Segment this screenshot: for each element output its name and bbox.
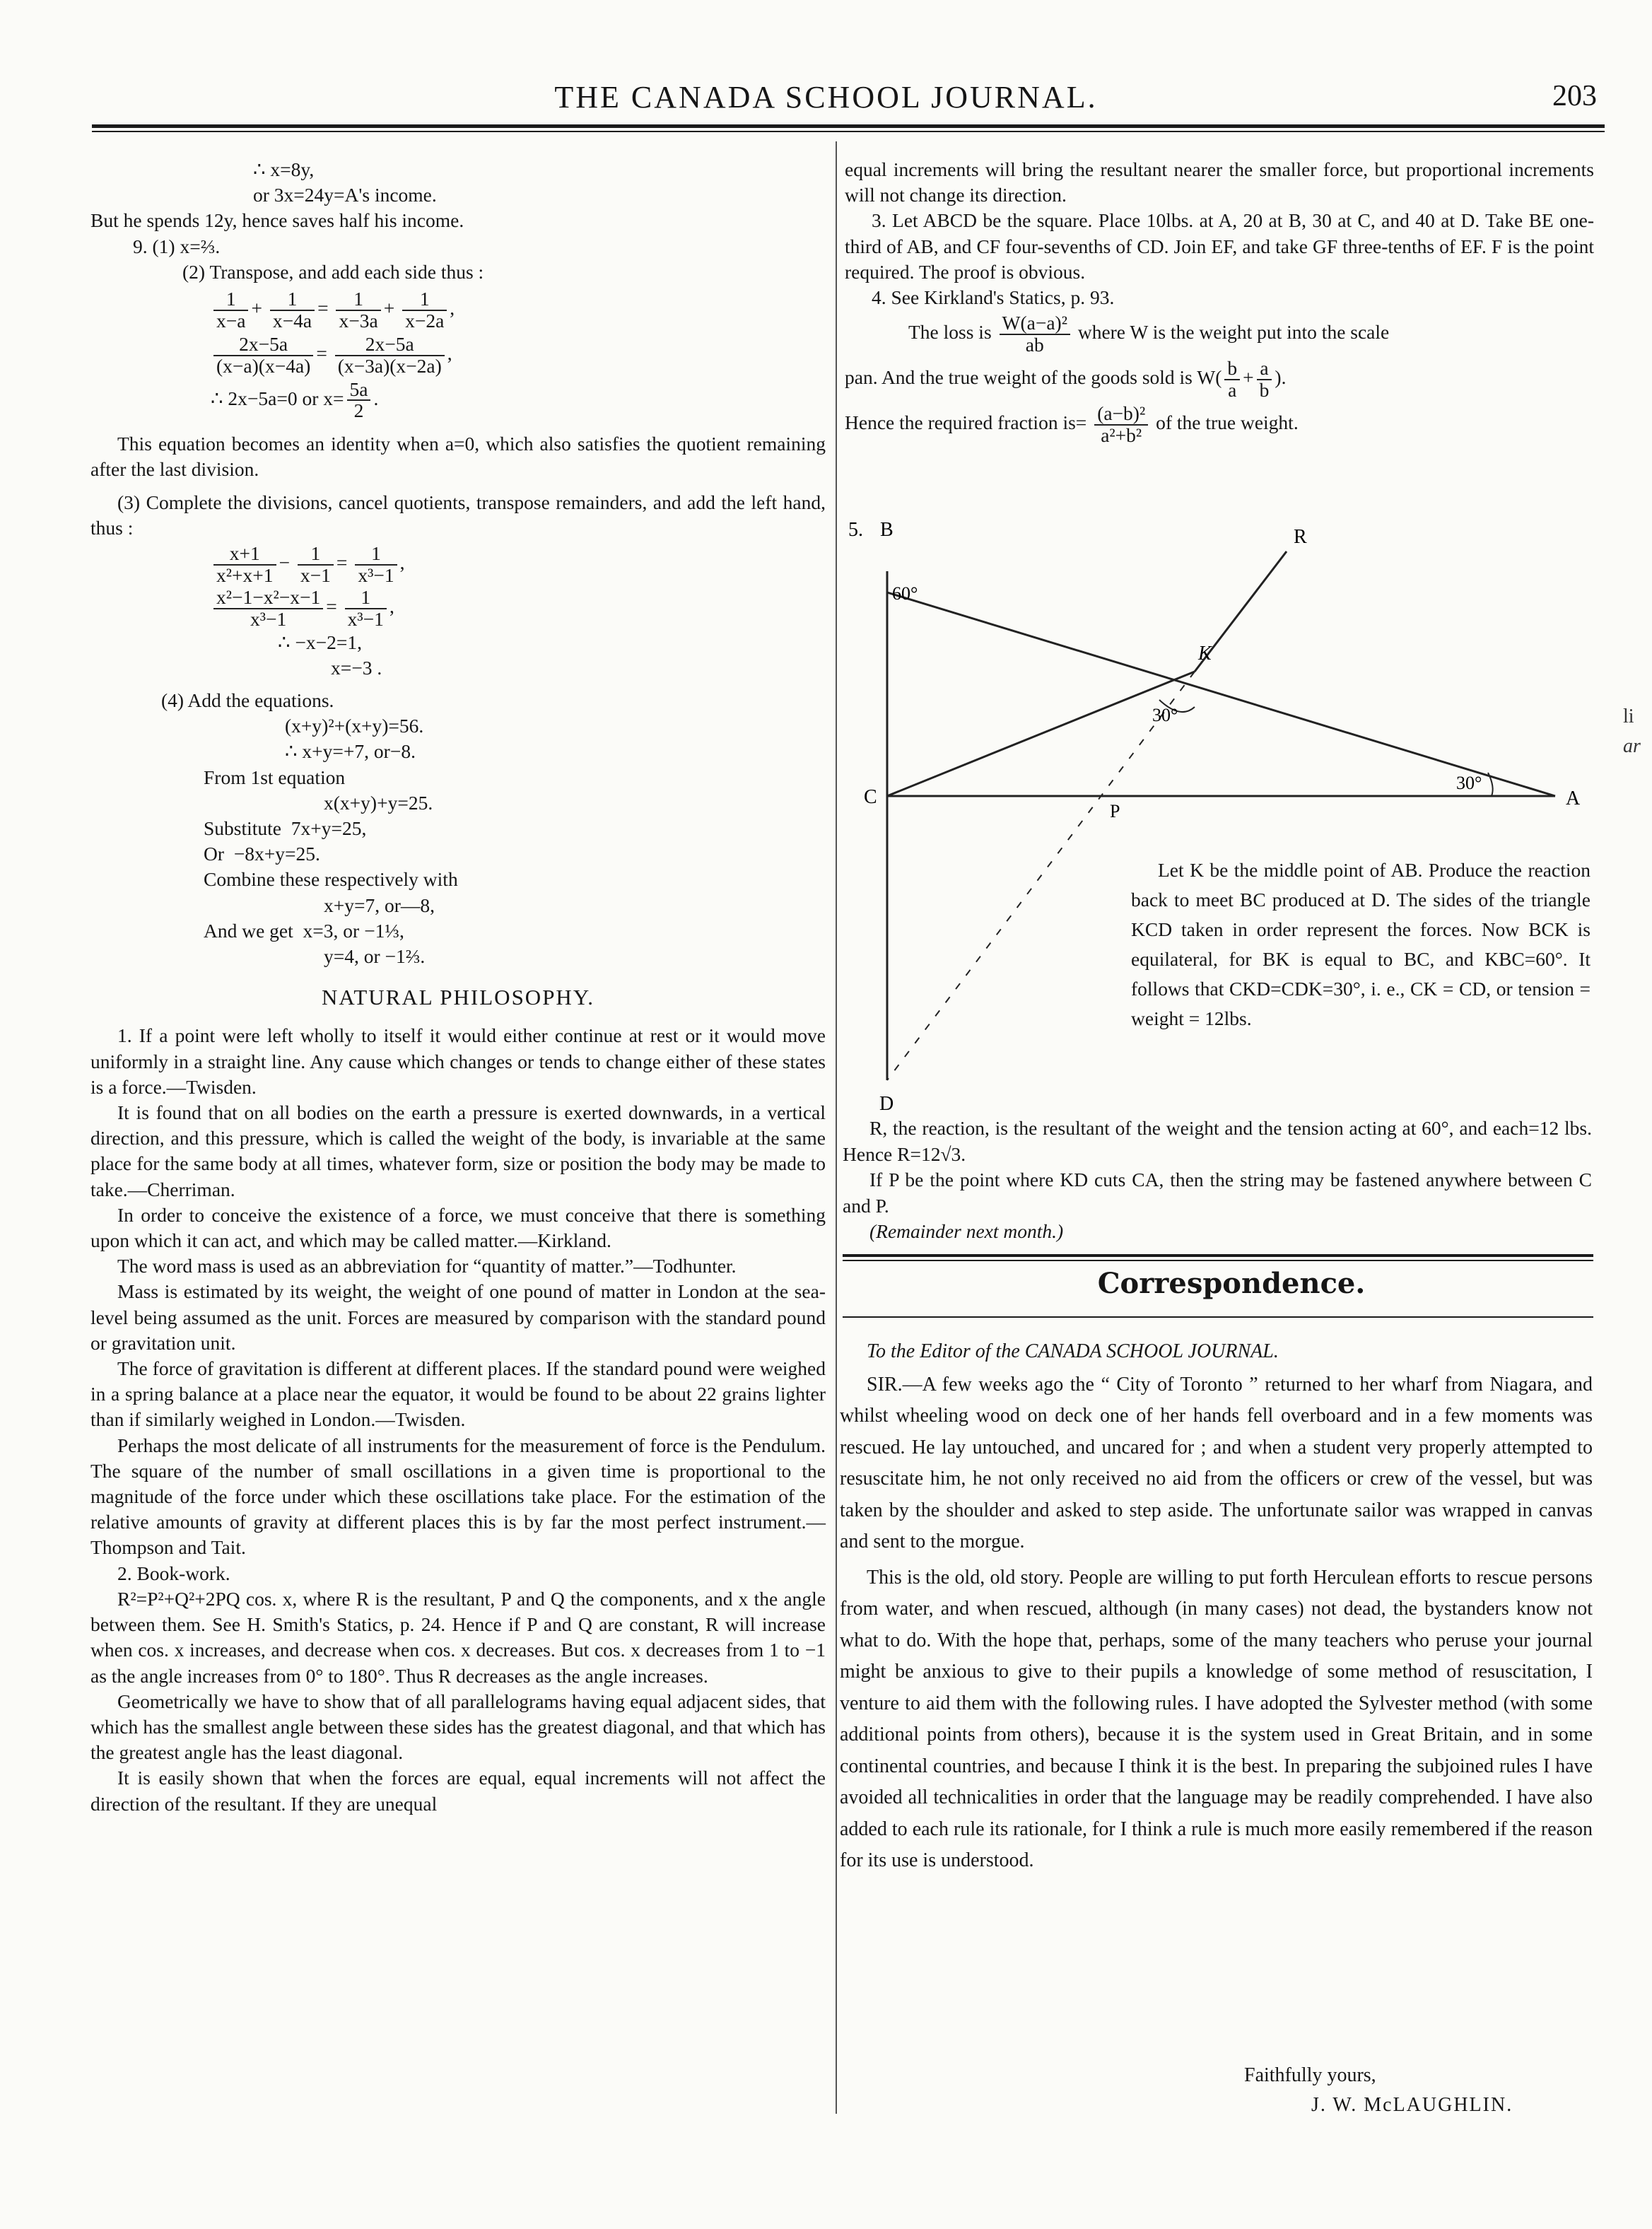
algebra-line: or 3x=24y=A's income. [253,184,437,206]
part4-line: Or −8x+y=25. [204,843,320,865]
fraction: $\frac{\text{(a−b)²}}{\text{a²+b²}}$ [1094,404,1148,446]
equation-3: ∴ 2x−5a=0 or x= $\frac{5a}{2}$ . [211,378,379,422]
paragraph: 1. If a point were left wholly to itself it would either continue at rest or it would move uniformly in a straight line. Any cause which changes or tends to change either of these states is a force.—Twisden. [90,1024,826,1098]
fraction: $\frac{1}{x-1}$ [298,544,334,586]
paragraph: R, the reaction, is the resultant of the weight and the tension acting at 60°, and each=12 lbs. Hence R=12√3. [843,1117,1592,1165]
label-B: B [880,519,894,541]
part4-line: x+y=7, or—8, [324,894,435,916]
correspondence-head-wrap [843,1267,1593,1300]
part4-line: (4) Add the equations. [161,689,334,711]
letter-paragraph: This is the old, old story. People are willing to put forth Herculean efforts to rescue persons from water, and when rescued, although (in many cases) not dead, the bystanders know not what to do. With the hope that, perhaps, some of the many teachers who peruse your journal might be anxious to give to their pupils a knowledge of some method of resuscitation, I venture to aid them with the following rules. I have adopted the Sylvester method (with some additional points from others), because it is the system used in Great Britain, and in some continental countries, and because I think it is the best. In preparing the subjoined rules I have avoided all technicalities in order that the language may be readily comprehended. I have also added to each rule its rationale, for I think a rule is much more easily remembered if the reason for its use is understood. [840,1566,1593,1871]
fraction: $\frac{b}{a}$ [1224,358,1240,401]
equation-5: $\frac{\text{x²−1−x²−x−1}}{\text{x³−1}}$ = $\frac{1}{\text{x³−1}}$ , [119,587,826,630]
label-P: P [1110,801,1120,821]
remainder-note: (Remainder next month.) [869,1220,1064,1242]
paragraph: 3. Let ABCD be the square. Place 10lbs. at A, 20 at B, 30 at C, and 40 at D. Take BE one-third of AB, and CF four-sevenths of CD. Join EF, and take GF three-tenths of EF. F is the point required. The proof is obvious. [845,209,1594,283]
fraction: $\frac{1}{x-4a}$ [270,289,315,332]
column-divider [836,141,837,2114]
equation-4: $\frac{x+1}{\text{x²+x+1}}$ − $\frac{1}{x-1}$ = $\frac{1}{\text{x³−1}}$ , [119,544,826,586]
paragraph: Geometrically we have to show that of all parallelograms having equal adjacent sides, that which has the smallest angle between these sides has the greatest diagonal, and that which has the greatest angle has the least diagonal. [90,1690,826,1764]
header-rule-thin [92,131,1605,132]
fraction: $\frac{x+1}{\text{x²+x+1}}$ [213,544,276,586]
fraction: $\frac{1}{\text{x³−1}}$ [355,544,397,586]
part4-line: ∴ x+y=+7, or−8. [285,740,416,763]
line-CK [887,672,1195,796]
caption-text: Let K be the middle point of AB. Produce the reaction back to meet BC produced at D. The sides of the triangle KCD taken in order represent the forces. Now BCK is equilateral, for BK is equal to BC, and KBC=60°. It follows that CKD=CDK=30°, i. e., CK = CD, or tension = weight = 12lbs. [1131,859,1591,1029]
fraction: $\frac{1}{x-a}$ [213,289,248,332]
paragraph: equal increments will bring the resultant nearer the smaller force, but proportional increments will not change its direction. [845,158,1594,206]
fraction-line: Hence the required fraction is= $\frac{\text{(a−b)²}}{\text{a²+b²}}$ of the true weight. [845,402,1299,446]
right-column-lower [843,1116,1592,1245]
diagram-caption [1131,855,1591,1034]
fraction: $\frac{1}{x-2a}$ [402,289,447,332]
label-K: K [1198,643,1212,665]
pan-line: pan. And the true weight of the goods sold is W( $\frac{b}{a}$ + $\frac{a}{b}$ ). [845,356,1287,401]
salutation: To the Editor of the CANADA SCHOOL JOURNAL. [867,1340,1279,1362]
journal-title: THE CANADA SCHOOL JOURNAL. [554,80,1098,115]
paragraph: 4. See Kirkland's Statics, p. 93. [872,286,1115,309]
paragraph: The force of gravitation is different at different places. If the standard pound were weighed in a spring balance at a place near the equator, it would be found to be about 22 grains lighter than if similarly weighed in London.—Twisden. [90,1357,826,1431]
closing: Faithfully yours, [1244,2064,1376,2086]
part4-line: y=4, or −1⅔. [324,945,426,968]
page-number: 203 [1552,80,1597,112]
correspondence-rule-top [843,1254,1593,1257]
part4-line: And we get x=3, or −1⅓, [204,919,404,942]
algebra-line: ∴ x=8y, [253,158,315,180]
paragraph: 2. Book-work. [117,1562,230,1584]
fraction: $\frac{1}{x-3a}$ [336,289,380,332]
paragraph: It is easily shown that when the forces are equal, equal increments will not affect the direction of the resultant. If they are unequal [90,1767,826,1815]
correspondence-rule-top2 [843,1260,1593,1261]
label-R: R [1294,526,1307,548]
paragraph: (3) Complete the divisions, cancel quotients, transpose remainders, and add the left hand, thus : [90,491,826,539]
algebra-line: (2) Transpose, and add each side thus : [182,260,484,283]
part4-line: Combine these respectively with [204,868,458,891]
section-heading: NATURAL PHILOSOPHY. [322,985,594,1010]
paragraph: In order to conceive the existence of a force, we must conceive that there is something upon which it can act, and which may be called matter.—Kirkland. [90,1203,826,1252]
equation-6: ∴ −x−2=1, [278,631,363,653]
label-60: 60° [892,583,918,604]
label-C: C [864,786,877,808]
label-D: D [879,1093,894,1115]
fraction: $\frac{\text{W(a−a)²}}{ab}$ [1000,313,1070,356]
letter-paragraph: SIR.—A few weeks ago the “ City of Toronto ” returned to her wharf from Niagara, and whilst wheeling wood on deck one of her hands fell overboard and in a few moments was rescued. He lay untouched, and uncared for ; and when a student very properly attempted to resuscitate him, he not only received no aid from the officers or crew of the vessel, but was taken by the shoulder and asked to step aside. The unfortunate sailor was wrapped in canvas and sent to the morgue. [840,1373,1593,1552]
part4-line: Substitute 7x+y=25, [204,817,367,839]
fraction: $\frac{2x-5a}{(x-3a)(x-2a)}$ [335,334,445,377]
line-BA [887,592,1555,796]
paragraph: R²=P²+Q²+2PQ cos. x, where R is the resultant, P and Q the components, and x the angle between them. See H. Smith's Statics, p. 24. Hence if P and Q are constant, R will increase when cos. x increases, and decrease when cos. x decreases. But cos. x decreases from 1 to −1 as the angle increases from 0° to 180°. Thus R decreases as the angle increases. [90,1587,826,1687]
signature: J. W. McLAUGHLIN. [1311,2094,1513,2116]
label-30-K: 30° [1152,705,1178,725]
paragraph: Mass is estimated by its weight, the weight of one pound of matter in London at the sea-level being assumed as the unit. Forces are measured by comparison with the standard pound or gravitation unit. [90,1280,826,1354]
fraction: $\frac{5a}{2}$ [347,380,371,422]
label-30-A: 30° [1456,773,1482,793]
label-A: A [1566,788,1581,809]
fraction: $\frac{1}{\text{x³−1}}$ [345,587,387,630]
left-column [90,157,826,1817]
letter [840,1336,1593,1877]
paragraph: Perhaps the most delicate of all instruments for the measurement of force is the Pendulum. The square of the number of small oscillations in a given time is proportional to the magnitude of the force under which these oscillations take place. For the estimation of the relative amounts of gravity at different places this is by far the most perfect instrument.—Thompson and Tait. [90,1434,826,1559]
paragraph: If P be the point where KD cuts CA, then the string may be fastened anywhere between C and P. [843,1169,1592,1217]
part4-line: From 1st equation [204,766,346,788]
margin-fragment: ar [1623,735,1641,757]
algebra-line: 9. (1) x=⅔. [133,235,221,257]
loss-line: The loss is $\frac{\text{W(a−a)²}}{ab}$ where W is the weight put into the scale [908,312,1390,356]
correspondence-rule-bottom [843,1316,1593,1318]
right-column-top [845,157,1594,445]
equation-2: $\frac{2x-5a}{(x-a)(x-4a)}$ = $\frac{2x-5a}{(x-3a)(x-2a)}$ , [119,334,826,377]
paragraph: It is found that on all bodies on the earth a pressure is exerted downwards, in a vertical direction, and this pressure, which is called the weight of the body, is invariable at the same place for the same body at all times, whatever form, size or position the body may be made to take.—Cherriman. [90,1101,826,1200]
algebra-line: But he spends 12y, hence saves half his income. [90,209,464,232]
part4-line: x(x+y)+y=25. [324,791,433,814]
part4-line: (x+y)²+(x+y)=56. [285,715,424,737]
equation-1: $\frac{1}{x-a}$ + $\frac{1}{x-4a}$ = $\frac{1}{x-3a}$ + $\frac{1}{x-2a}$ , [119,289,826,332]
margin-fragment: li [1623,706,1634,727]
correspondence-heading: Correspondence. [1097,1267,1366,1300]
label-5: 5. [848,519,863,541]
fraction: $\frac{\text{x²−1−x²−x−1}}{\text{x³−1}}$ [213,587,323,630]
page-header [0,79,1652,122]
paragraph: This equation becomes an identity when a=0, which also satisfies the quotient remaining after the last division. [90,433,826,481]
paragraph: The word mass is used as an abbreviation for “quantity of matter.”—Todhunter. [117,1255,737,1277]
equation-7: x=−3 . [331,656,382,679]
fraction: $\frac{a}{b}$ [1257,358,1272,401]
fraction: $\frac{2x-5a}{(x-a)(x-4a)}$ [213,334,313,377]
header-rule-thick [92,124,1605,128]
